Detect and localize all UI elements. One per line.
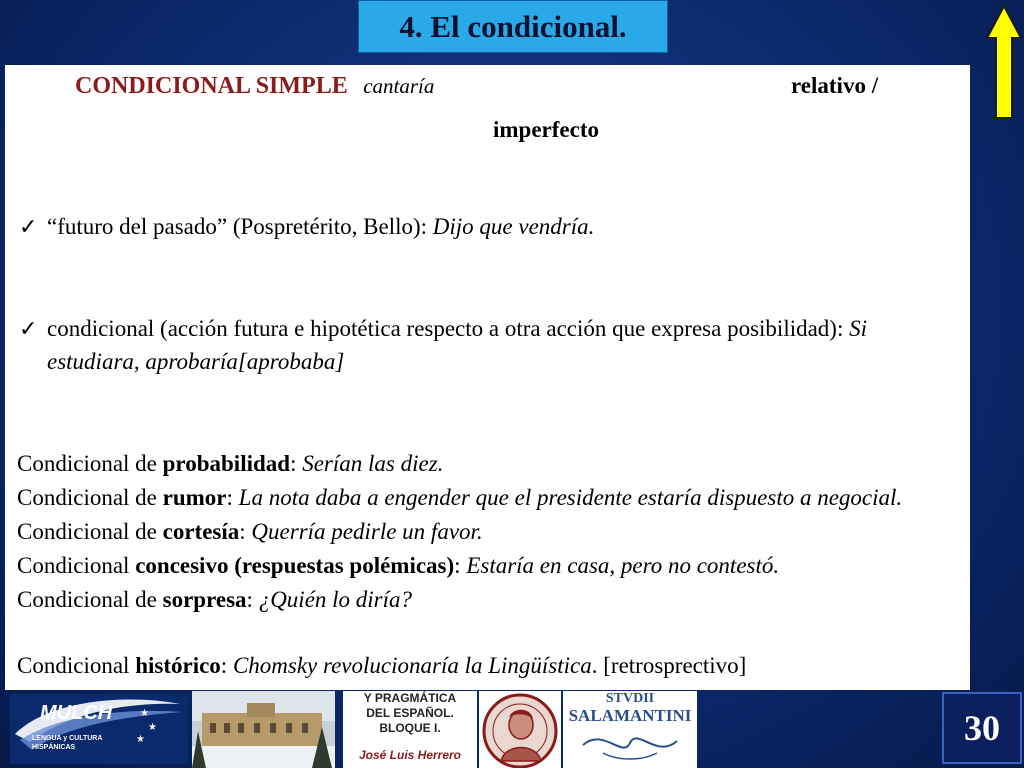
list-item: Condicional de cortesía: Querría pedirle un favor.	[17, 519, 483, 544]
salamanca-line: SALAMANTINI	[568, 706, 692, 725]
course-line: DEL ESPAÑOL.	[366, 706, 454, 720]
mulch-logo	[10, 694, 188, 764]
mulch-subtitle: LENGUA y CULTURA HISPÁNICAS	[32, 735, 103, 751]
imperfecto-label: imperfecto	[493, 117, 599, 142]
bullet-condicional-hipotetico	[19, 312, 919, 378]
condicional-simple-example: cantaría	[363, 74, 435, 98]
course-author: José Luis Herrero	[358, 748, 462, 762]
svg-text:★: ★	[140, 708, 149, 719]
content-panel	[5, 65, 970, 690]
bullet-text: condicional (acción futura e hipotética respecto a otra acción que expresa posibilidad):	[47, 316, 850, 341]
checkmark-icon: ✓	[19, 316, 38, 341]
spacer	[17, 617, 967, 649]
list-item: Condicional concesivo (respuestas polémicas): Estaría en casa, pero no contestó.	[17, 553, 780, 578]
salamanca-logo	[563, 691, 697, 768]
slide-title: 4. El condicional.	[358, 0, 668, 53]
svg-text:★: ★	[136, 734, 145, 745]
list-item: Condicional histórico: Chomsky revolucionaría la Lingüística. [retrosprectivo]	[17, 653, 747, 678]
condicional-simple-label: CONDICIONAL SIMPLE	[75, 73, 348, 99]
course-line: BLOQUE I.	[379, 721, 441, 735]
condicional-simple-row	[75, 73, 970, 142]
list-item: Condicional de sorpresa: ¿Quién lo diría?	[17, 587, 413, 612]
condicional-types-list	[17, 447, 967, 683]
portrait-medallion	[479, 691, 561, 768]
up-arrow-icon[interactable]	[985, 4, 1023, 120]
relativo-label: relativo /	[791, 73, 879, 98]
svg-text:★: ★	[148, 722, 157, 733]
mulch-word: MULCH	[40, 702, 113, 724]
list-item: Condicional de probabilidad: Serían las diez.	[17, 451, 444, 476]
bullet-text: “futuro del pasado” (Pospretérito, Bello):	[47, 214, 433, 239]
bullet-example: Dijo que vendría.	[432, 214, 595, 239]
list-item: Condicional de rumor: La nota daba a engender que el presidente estaría dispuesto a negocial.	[17, 485, 903, 510]
course-info	[343, 691, 477, 768]
salamanca-line: STVDII	[605, 691, 655, 706]
checkmark-icon: ✓	[19, 214, 38, 239]
flourish-icon	[563, 725, 697, 761]
page-number: 30	[942, 692, 1022, 764]
bullet-example: Si estudiara, aprobaría[aprobaba]	[47, 316, 867, 374]
bullet-futuro-del-pasado	[19, 210, 939, 243]
course-line: Y PRAGMÁTICA	[363, 691, 457, 705]
building-photo	[192, 691, 335, 768]
